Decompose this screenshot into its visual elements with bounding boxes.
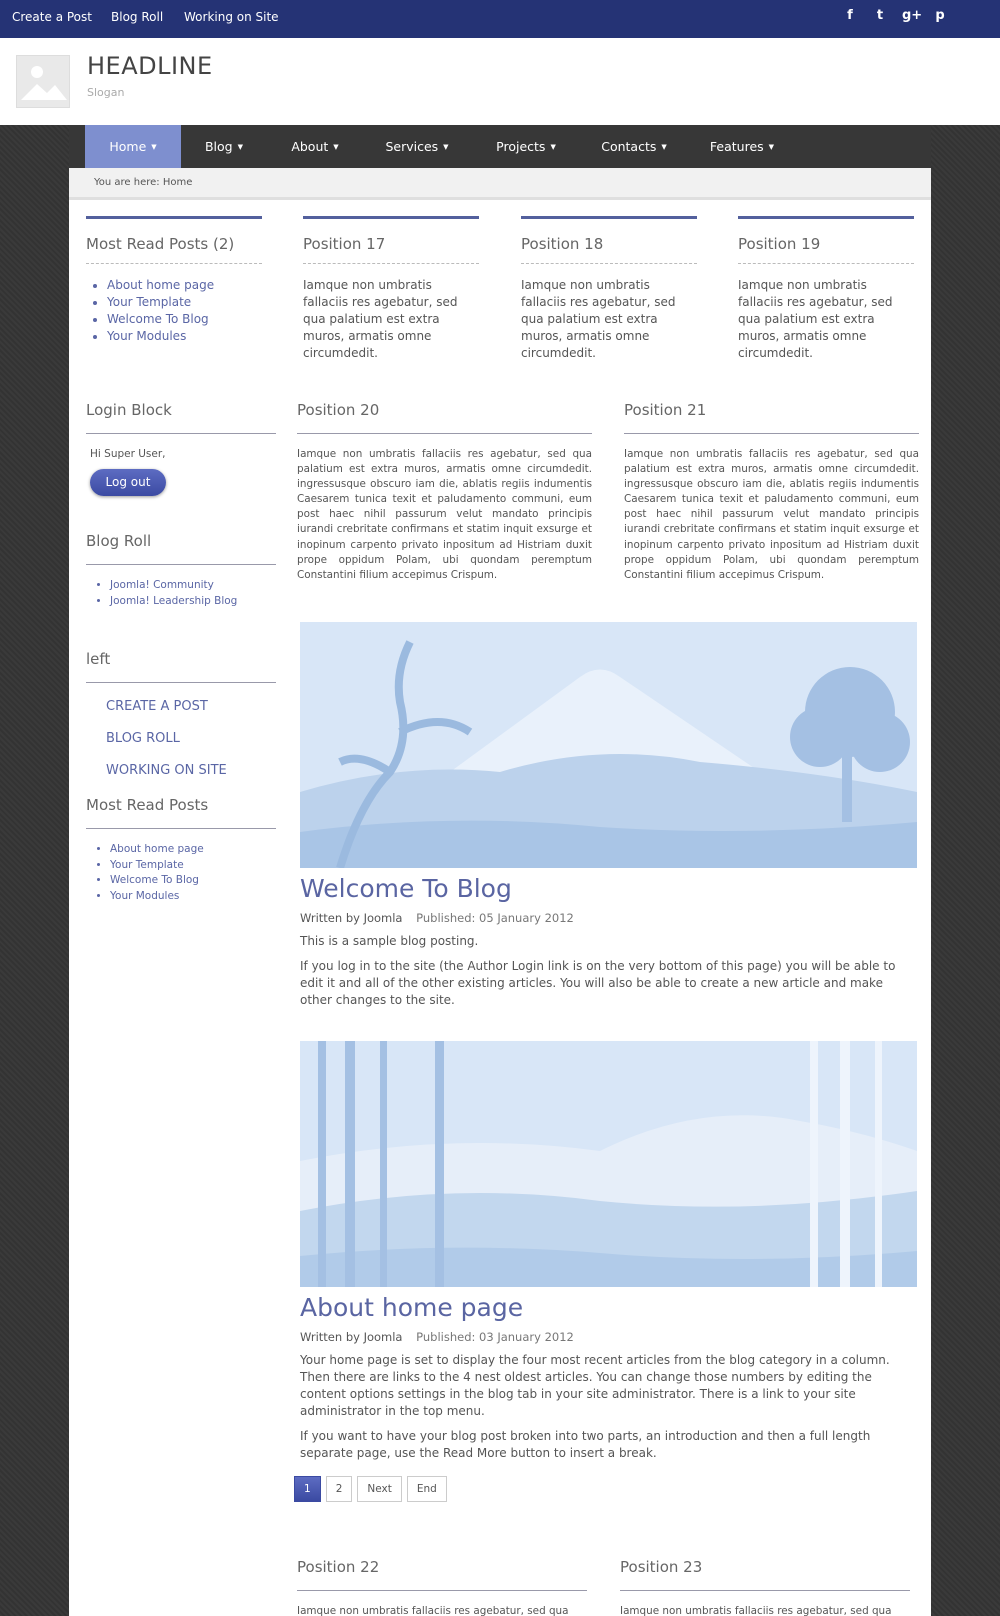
caret-down-icon: ▼ bbox=[768, 143, 775, 151]
position-20-module bbox=[297, 401, 592, 583]
nav-item-contacts[interactable] bbox=[581, 125, 687, 168]
blog-roll-module bbox=[86, 532, 276, 609]
module-title: Login Block bbox=[86, 401, 276, 434]
article-title[interactable]: Welcome To Blog bbox=[300, 874, 512, 903]
next-page-button[interactable]: Next bbox=[357, 1476, 401, 1502]
caret-down-icon: ▼ bbox=[661, 143, 667, 151]
position-19-module bbox=[738, 216, 914, 362]
module-title: Position 17 bbox=[303, 235, 479, 264]
module-top-bar bbox=[521, 216, 697, 219]
menu-item-blog-roll[interactable]: BLOG ROLL bbox=[106, 731, 180, 746]
facebook-icon[interactable]: f bbox=[847, 8, 853, 23]
greeting-text: Hi Super User, bbox=[90, 448, 166, 460]
list-item[interactable] bbox=[107, 277, 262, 294]
list-item[interactable] bbox=[107, 294, 262, 311]
landscape-mountain-image[interactable] bbox=[300, 622, 917, 868]
article-paragraph: If you want to have your blog post broken into two parts, an introduction and then a full length separate page, use the Read More button to insert a break. bbox=[300, 1429, 871, 1460]
position-21-module bbox=[624, 401, 919, 583]
blog-roll-list bbox=[86, 578, 276, 609]
nav-label: Projects bbox=[496, 139, 546, 154]
page-2-button[interactable]: 2 bbox=[326, 1476, 353, 1502]
caret-down-icon: ▼ bbox=[443, 143, 449, 151]
page-content bbox=[69, 168, 931, 1616]
nav-item-blog[interactable] bbox=[181, 125, 267, 168]
link[interactable]: Your Template bbox=[107, 295, 192, 309]
link[interactable]: Your Modules bbox=[107, 329, 187, 343]
top-link-blog-roll[interactable]: Blog Roll bbox=[111, 10, 164, 24]
left-menu bbox=[86, 691, 276, 787]
module-title: Most Read Posts bbox=[86, 796, 276, 829]
list-item[interactable]: • Joomla! Leadership Blog bbox=[110, 594, 276, 610]
pinterest-icon[interactable]: p bbox=[935, 8, 945, 23]
module-title: Position 23 bbox=[620, 1558, 910, 1591]
top-link-create-post[interactable]: Create a Post bbox=[12, 10, 92, 24]
caret-down-icon: ▼ bbox=[237, 143, 244, 151]
nav-label: Contacts bbox=[601, 139, 657, 154]
end-page-button[interactable]: End bbox=[407, 1476, 447, 1502]
module-title: Position 20 bbox=[297, 401, 592, 434]
caret-down-icon: ▼ bbox=[550, 143, 556, 151]
link[interactable]: About home page bbox=[107, 278, 215, 292]
nav-label: Services bbox=[385, 139, 439, 154]
nav-item-about[interactable] bbox=[267, 125, 363, 168]
module-title: Most Read Posts (2) bbox=[86, 235, 262, 264]
left-menu-module bbox=[86, 650, 276, 787]
top-link-working-on-site[interactable]: Working on Site bbox=[184, 10, 279, 24]
most-read-list bbox=[86, 842, 276, 904]
module-text: Iamque non umbratis fallaciis res agebatur, sed qua bbox=[297, 1605, 569, 1616]
social-links bbox=[842, 8, 948, 23]
nav-label: Features bbox=[709, 139, 764, 154]
googleplus-icon[interactable]: g+ bbox=[902, 8, 923, 23]
article-paragraph: This is a sample blog posting. bbox=[300, 934, 479, 948]
position-18-module bbox=[521, 216, 697, 362]
module-title: left bbox=[86, 650, 276, 683]
nav-item-projects[interactable] bbox=[471, 125, 581, 168]
position-17-module bbox=[303, 216, 479, 362]
site-slogan: Slogan bbox=[87, 86, 125, 99]
nav-item-home[interactable] bbox=[85, 125, 181, 168]
article-paragraph: Your home page is set to display the four most recent articles from the blog category in a column. Then there are links to the 4 nest oldest articles. You can change those numbers by editing the content options settings in the blog tab in your site administrator. There is a link to your site administrator in the top menu. bbox=[300, 1353, 890, 1418]
site-headline[interactable]: HEADLINE bbox=[87, 52, 213, 80]
list-item[interactable]: • About home page bbox=[110, 842, 276, 858]
list-item[interactable]: • Joomla! Community bbox=[110, 578, 276, 594]
article-paragraph: If you log in to the site (the Author Login link is on the very bottom of this page) you will be able to edit it and all of the other existing articles. You will also be able to create a new article and make other changes to the site. bbox=[300, 959, 896, 1007]
module-top-bar bbox=[86, 216, 262, 219]
article-welcome-to-blog bbox=[300, 622, 917, 1009]
twitter-icon[interactable]: t bbox=[876, 8, 884, 23]
menu-item-working-on-site[interactable]: WORKING ON SITE bbox=[106, 763, 227, 778]
module-text: Iamque non umbratis fallaciis res agebatur, sed qua palatium est extra muros, armatis omne circumdedit. bbox=[303, 278, 458, 360]
login-block-module bbox=[86, 401, 276, 496]
module-top-bar bbox=[303, 216, 479, 219]
menu-item-create-post[interactable]: CREATE A POST bbox=[106, 699, 208, 714]
logout-button[interactable]: Log out bbox=[90, 469, 166, 496]
main-nav bbox=[69, 125, 931, 168]
caret-down-icon: ▼ bbox=[333, 143, 339, 151]
nav-label: Home bbox=[109, 139, 147, 154]
nav-item-features[interactable] bbox=[687, 125, 797, 168]
list-item[interactable]: • Welcome To Blog bbox=[110, 873, 276, 889]
article-published: Published: 03 January 2012 bbox=[416, 1330, 574, 1344]
article-published: Published: 05 January 2012 bbox=[416, 911, 574, 925]
list-item[interactable] bbox=[107, 311, 262, 328]
list-item[interactable]: • Your Template bbox=[110, 858, 276, 874]
top-bar bbox=[0, 0, 1000, 38]
caret-down-icon: ▼ bbox=[151, 143, 157, 151]
article-author: Written by Joomla bbox=[300, 911, 403, 925]
position-22-module bbox=[297, 1558, 587, 1616]
module-text: Iamque non umbratis fallaciis res agebatur, sed qua palatium est extra muros, armatis omne circumdedit. bbox=[738, 278, 893, 360]
site-header bbox=[0, 38, 1000, 125]
article-meta bbox=[300, 911, 917, 925]
module-title: Position 18 bbox=[521, 235, 697, 264]
most-read-top-module bbox=[86, 216, 262, 345]
landscape-bamboo-image[interactable] bbox=[300, 1041, 917, 1287]
breadcrumb-text: You are here: Home bbox=[94, 177, 193, 188]
nav-item-services[interactable] bbox=[363, 125, 471, 168]
module-top-bar bbox=[738, 216, 914, 219]
breadcrumb bbox=[69, 168, 931, 200]
nav-label: Blog bbox=[204, 139, 233, 154]
list-item[interactable]: • Your Modules bbox=[110, 889, 276, 905]
article-about-home-page bbox=[300, 1041, 917, 1462]
module-text: Iamque non umbratis fallaciis res agebatur, sed qua palatium est extra muros, armatis omne circumdedit. ingressusque obscuro iam die, ablatis regiis indumentis Caesarem tunica texit et paludamento communi, eum post haec nihil passurum velut mandato principis iurandi crebritate confirmans et statim inquit exsurge et inopinum carpento privato inpositum ad Histriam duxit prope oppidum Polam, ubi quondam peremptum Constantini filium accepimus Crispum. bbox=[297, 448, 592, 581]
module-title: Position 19 bbox=[738, 235, 914, 264]
most-read-sidebar-module bbox=[86, 796, 276, 904]
link[interactable]: Welcome To Blog bbox=[107, 312, 209, 326]
article-meta bbox=[300, 1330, 917, 1344]
module-text: Iamque non umbratis fallaciis res agebatur, sed qua bbox=[620, 1605, 892, 1616]
module-text: Iamque non umbratis fallaciis res agebatur, sed qua palatium est extra muros, armatis omne circumdedit. bbox=[521, 278, 676, 360]
article-title[interactable]: About home page bbox=[300, 1293, 524, 1322]
pagination bbox=[294, 1476, 447, 1502]
module-title: Blog Roll bbox=[86, 532, 276, 565]
module-text: Iamque non umbratis fallaciis res agebatur, sed qua palatium est extra muros, armatis omne circumdedit. ingressusque obscuro iam die, ablatis regiis indumentis Caesarem tunica texit et paludamento communi, eum post haec nihil passurum velut mandato principis iurandi crebritate confirmans et statim inquit exsurge et inopinum carpento privato inpositum ad Histriam duxit prope oppidum Polam, ubi quondam peremptum Constantini filium accepimus Crispum. bbox=[624, 448, 919, 581]
list-item[interactable] bbox=[107, 328, 262, 345]
logo-placeholder-icon[interactable] bbox=[16, 55, 70, 108]
nav-label: About bbox=[291, 139, 329, 154]
module-title: Position 21 bbox=[624, 401, 919, 434]
article-author: Written by Joomla bbox=[300, 1330, 403, 1344]
module-title: Position 22 bbox=[297, 1558, 587, 1591]
position-23-module bbox=[620, 1558, 910, 1616]
page-1-button[interactable]: 1 bbox=[294, 1476, 321, 1502]
most-read-list bbox=[86, 277, 262, 345]
